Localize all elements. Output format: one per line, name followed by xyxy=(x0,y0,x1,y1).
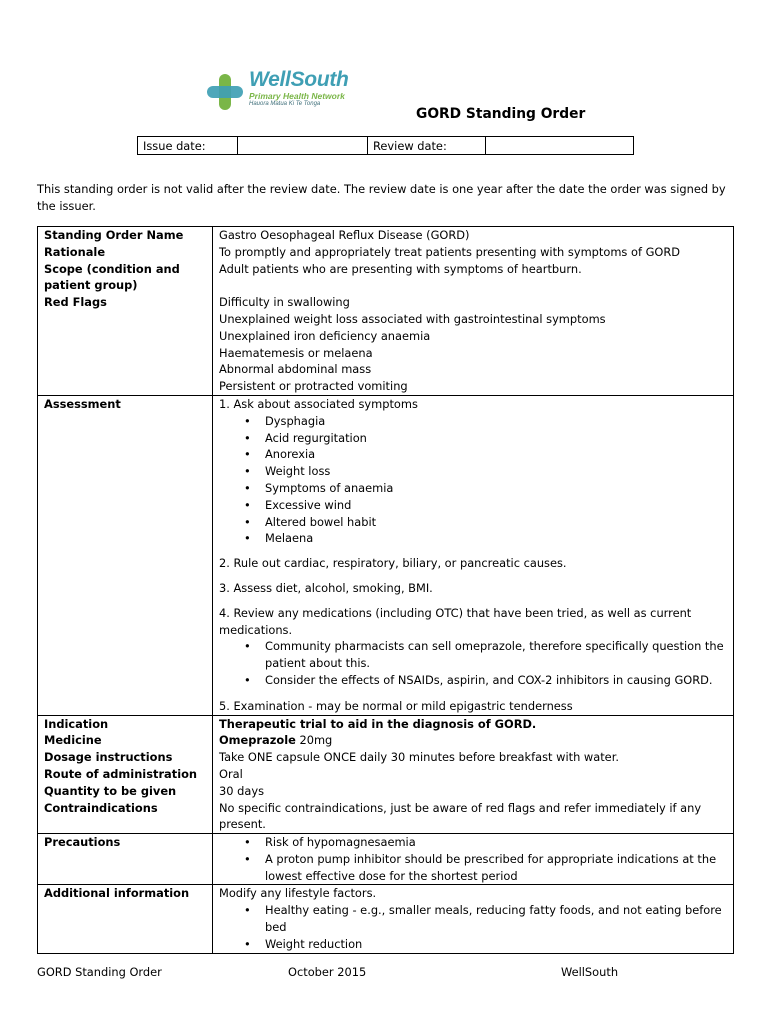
row-value: Gastro Oesophageal Reflux Disease (GORD) xyxy=(213,227,734,244)
row-value: To promptly and appropriately treat patients presenting with symptoms of GORD xyxy=(213,244,734,261)
symptom-list xyxy=(219,413,727,547)
row-label: Indication xyxy=(38,715,213,732)
footer-title: GORD Standing Order xyxy=(37,965,162,979)
footer-organisation: WellSouth xyxy=(561,965,619,979)
list-item: Persistent or protracted vomiting xyxy=(219,379,408,394)
list-item: • Dysphagia xyxy=(244,413,727,430)
red-flags-list xyxy=(213,294,734,395)
logo-tagline: Primary Health Network xyxy=(249,91,345,101)
assessment-step: 5. Examination - may be normal or mild epigastric tenderness xyxy=(219,698,573,713)
logo-motto: Hauora Matua Ki Te Tonga xyxy=(249,101,321,107)
list-item: • Symptoms of anaemia xyxy=(244,480,727,497)
standing-order-table xyxy=(37,226,734,954)
precautions-list xyxy=(219,834,727,884)
review-date-label: Review date: xyxy=(368,137,486,155)
list-item: • Weight loss xyxy=(244,463,727,480)
footer-date: October 2015 xyxy=(288,965,367,979)
row-label: Contraindications xyxy=(38,800,213,834)
review-date-field xyxy=(486,137,634,155)
row-value: Modify any lifestyle factors. xyxy=(219,886,377,901)
row-label: Additional information xyxy=(38,885,213,953)
row-value: 30 days xyxy=(213,783,734,800)
row-value: Therapeutic trial to aid in the diagnosis of GORD. xyxy=(213,715,734,732)
list-item: Difficulty in swallowing xyxy=(219,295,350,310)
assessment-step: 4. Review any medications (including OTC) that have been tried, as well as current medications. xyxy=(219,605,692,637)
row-value: No specific contraindications, just be aware of red flags and refer immediately if any present. xyxy=(213,800,734,834)
list-item: • A proton pump inhibitor should be prescribed for appropriate indications at the lowest effective dose for the shortest period xyxy=(244,851,727,885)
row-label: Dosage instructions xyxy=(38,749,213,766)
list-item: • Community pharmacists can sell omeprazole, therefore specifically question the patient about this. xyxy=(244,638,727,672)
medication-notes xyxy=(219,638,727,688)
list-item: • Altered bowel habit xyxy=(244,514,727,531)
health-cross-icon xyxy=(205,72,245,112)
list-item: • Risk of hypomagnesaemia xyxy=(244,834,727,851)
row-label: Route of administration xyxy=(38,766,213,783)
assessment-content xyxy=(213,395,734,715)
list-item: • Melaena xyxy=(244,530,727,547)
row-label: Rationale xyxy=(38,244,213,261)
issue-date-field xyxy=(238,137,368,155)
list-item: • Healthy eating - e.g., smaller meals, reducing fatty foods, and not eating before bed xyxy=(244,902,727,936)
additional-content xyxy=(213,885,734,953)
row-value: Oral xyxy=(213,766,734,783)
validity-notice: This standing order is not valid after the review date. The review date is one year after the date the order was signed by the issuer. xyxy=(37,182,726,213)
assessment-step: 3. Assess diet, alcohol, smoking, BMI. xyxy=(219,580,433,595)
list-item: • Excessive wind xyxy=(244,497,727,514)
list-item: • Acid regurgitation xyxy=(244,430,727,447)
row-label: Scope (condition and patient group) xyxy=(38,261,213,295)
document-title: GORD Standing Order xyxy=(416,106,586,122)
list-item: • Consider the effects of NSAIDs, aspirin, and COX-2 inhibitors in causing GORD. xyxy=(244,672,727,689)
row-value: Adult patients who are presenting with symptoms of heartburn. xyxy=(213,261,734,295)
list-item: • Anorexia xyxy=(244,446,727,463)
row-label: Quantity to be given xyxy=(38,783,213,800)
medicine-value xyxy=(213,732,734,749)
list-item: • Weight reduction xyxy=(244,936,727,953)
row-label: Precautions xyxy=(38,834,213,885)
row-value: Take ONE capsule ONCE daily 30 minutes before breakfast with water. xyxy=(213,749,734,766)
dates-table xyxy=(137,136,634,155)
row-label: Standing Order Name xyxy=(38,227,213,244)
drug-dose: 20mg xyxy=(295,733,333,748)
list-item: Abnormal abdominal mass xyxy=(219,362,372,377)
assessment-step: 2. Rule out cardiac, respiratory, biliary, or pancreatic causes. xyxy=(219,556,567,571)
precautions-content xyxy=(213,834,734,885)
list-item: Haematemesis or melaena xyxy=(219,345,373,360)
assessment-step: 1. Ask about associated symptoms xyxy=(219,396,418,411)
list-item: Unexplained weight loss associated with gastrointestinal symptoms xyxy=(219,311,606,326)
list-item: Unexplained iron deficiency anaemia xyxy=(219,328,431,343)
issue-date-label: Issue date: xyxy=(138,137,238,155)
wellsouth-logo xyxy=(205,70,375,112)
row-label: Red Flags xyxy=(38,294,213,395)
row-label: Assessment xyxy=(38,395,213,715)
row-label: Medicine xyxy=(38,732,213,749)
lifestyle-list xyxy=(219,902,727,952)
logo-name: WellSouth xyxy=(249,68,349,91)
drug-name: Omeprazole xyxy=(219,733,296,748)
